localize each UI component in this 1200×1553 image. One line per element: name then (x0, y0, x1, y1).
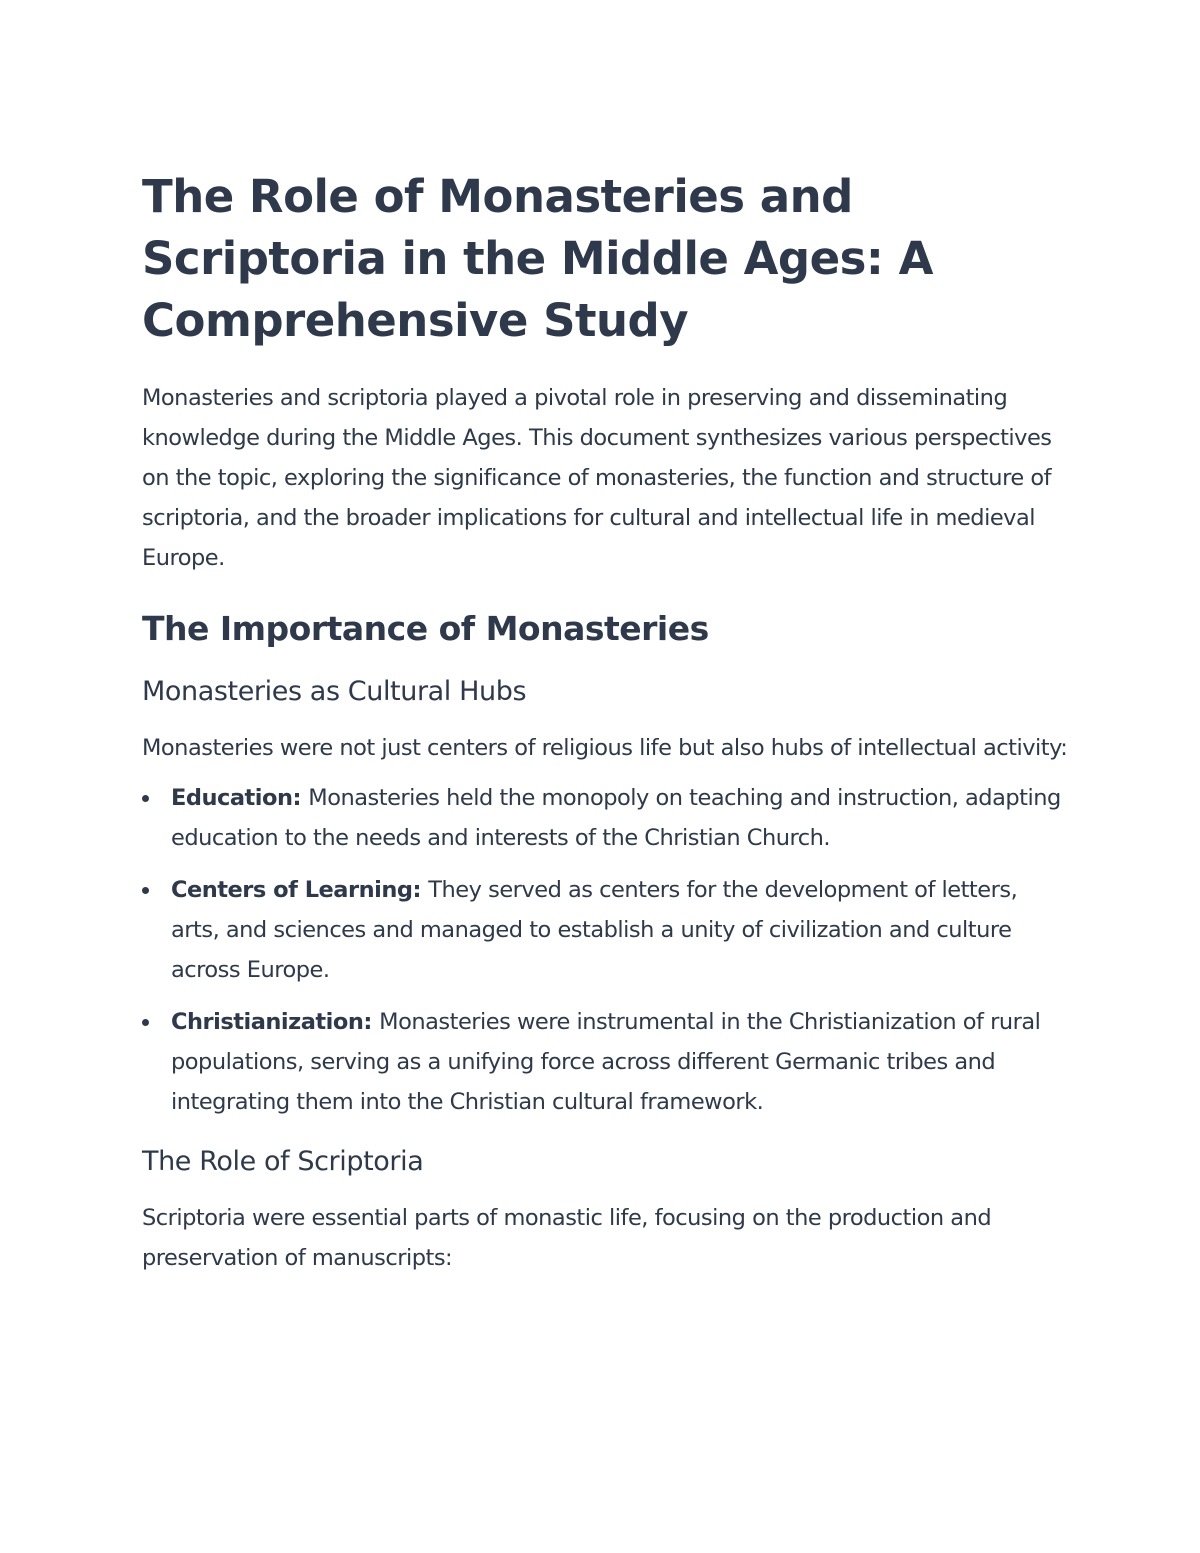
bullet-icon (142, 887, 149, 894)
cultural-hubs-bullet-list (142, 778, 1072, 1122)
list-item (142, 778, 1072, 858)
list-item-text: They served as centers for the development of letters, arts, and sciences and managed to establish a unity of civilization and culture across Europe. (171, 877, 1018, 983)
scriptoria-lead-paragraph: Scriptoria were essential parts of monastic life, focusing on the production and preservation of manuscripts: (142, 1205, 992, 1271)
list-item-term: Centers of Learning: (171, 877, 429, 903)
list-item-text: Monasteries held the monopoly on teaching and instruction, adapting education to the needs and interests of the Christian Church. (171, 785, 1061, 851)
subsection-heading-role-of-scriptoria: The Role of Scriptoria (142, 1146, 424, 1177)
intro-paragraph: Monasteries and scriptoria played a pivotal role in preserving and disseminating knowledge during the Middle Ages. This document synthesizes various perspectives on the topic, exploring the significance of monasteries, the function and structure of scriptoria, and the broader implications for cultural and intellectual life in medieval Europe. (142, 385, 1052, 571)
section-heading-importance-of-monasteries: The Importance of Monasteries (142, 609, 709, 648)
subsection-heading-cultural-hubs: Monasteries as Cultural Hubs (142, 676, 527, 707)
cultural-hubs-lead-paragraph: Monasteries were not just centers of religious life but also hubs of intellectual activity: (142, 735, 1068, 761)
list-item-term: Education: (171, 785, 309, 811)
document-page (142, 166, 1072, 1278)
list-item-term: Christianization: (171, 1009, 380, 1035)
document-title: The Role of Monasteries and Scriptoria in the Middle Ages: A Comprehensive Study (142, 170, 933, 347)
bullet-icon (142, 1019, 149, 1026)
list-item (142, 1002, 1072, 1122)
list-item (142, 870, 1072, 990)
bullet-icon (142, 795, 149, 802)
list-item-text: Monasteries were instrumental in the Christianization of rural populations, serving as a unifying force across different Germanic tribes and integrating them into the Christian cultural framework. (171, 1009, 1041, 1115)
